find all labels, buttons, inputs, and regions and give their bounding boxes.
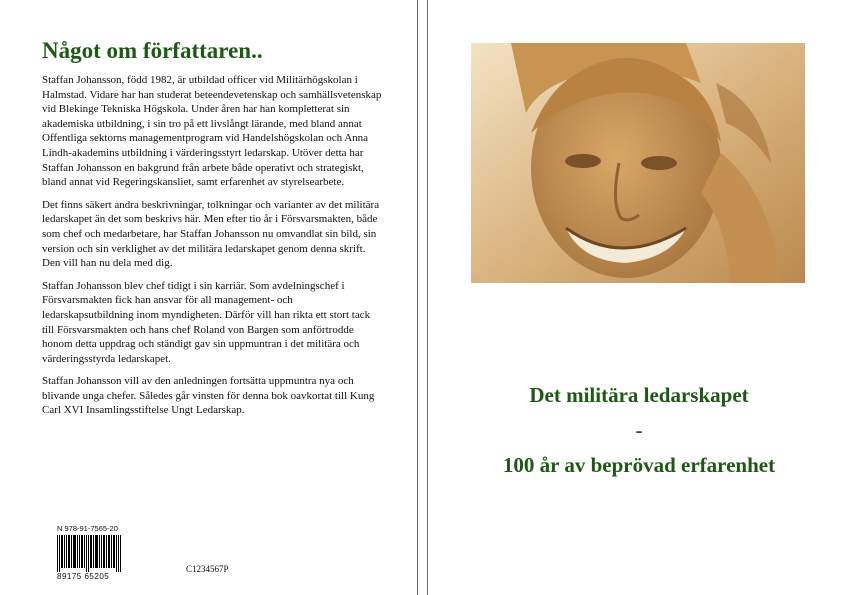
spine-line-left xyxy=(417,0,418,595)
barcode-number: 89175 65205 xyxy=(57,572,110,581)
bio-paragraph-1: Staffan Johansson, född 1982, är utbildad officer vid Militärhögskolan i Halmstad. Vidare har han studerat beteendevetenskap och samhällsvetenskap vid Blekinge Tekniska Högskola. Under åren har han kompletterat sin akademiska utbildning, i sin tro på ett livslångt lärande, med bland annat Offentliga sektorns managementprogram vid Handelshögskolan och Anna Lindh-akademins utbildning i värderingsstyrt ledarskap. Utöver detta har Staffan Johansson en bakgrund från arbete både operativt och strategiskt, bland annat vid Regeringskansliet, samt erfarenhet av styrelsearbete. xyxy=(42,74,382,189)
book-title-line-1: Det militära ledarskapet xyxy=(529,383,749,407)
book-title-line-3: 100 år av beprövad erfarenhet xyxy=(502,453,776,477)
bio-paragraph-4: Staffan Johansson vill av den anledningen fortsätta uppmuntra nya och blivande unga chefer. Således går vinsten för denna bok oavkortat till Kung Carl XVI Insamlingsstiftelse Ungt Ledarskap. xyxy=(42,375,375,417)
book-title xyxy=(450,378,828,483)
front-cover xyxy=(430,0,848,595)
author-heading: Något om författaren.. xyxy=(42,38,263,63)
bio-paragraph-2: Det finns säkert andra beskrivningar, tolkningar och varianter av det militära ledarskapet än det som beskrivs här. Men efter tio år i Försvarsmakten, både som chef och medarbetare, har Staffan Johansson nu omvandlat sin bild, sin version och sin verklighet av det militära ledarskapet genom denna skrift. Den vill han nu dela med dig. xyxy=(42,198,380,270)
barcode-icon xyxy=(57,535,121,572)
isbn-label: N 978-91-7565-20 xyxy=(57,524,118,533)
product-code: C1234567P xyxy=(186,564,229,574)
book-title-dash: - xyxy=(635,418,643,442)
isbn-barcode-block xyxy=(57,524,121,581)
author-portrait-icon xyxy=(471,43,805,283)
author-photo xyxy=(471,43,805,283)
back-cover xyxy=(0,0,416,595)
bio-paragraph-3: Staffan Johansson blev chef tidigt i sin karriär. Som avdelningschef i Försvarsmakten fick han ansvar för all management- och ledarskapsutbildning inom myndigheten. Därför vill han rikta ett stort tack till Försvarsmakten och hans chef Roland von Bargen som anförtrodde honom detta uppdrag och ständigt gav sin uppmuntran i det militära och värderingsstyrda ledarskapet. xyxy=(42,279,371,365)
spine-line-right xyxy=(427,0,428,595)
author-bio xyxy=(42,73,382,426)
book-spine xyxy=(416,0,430,595)
